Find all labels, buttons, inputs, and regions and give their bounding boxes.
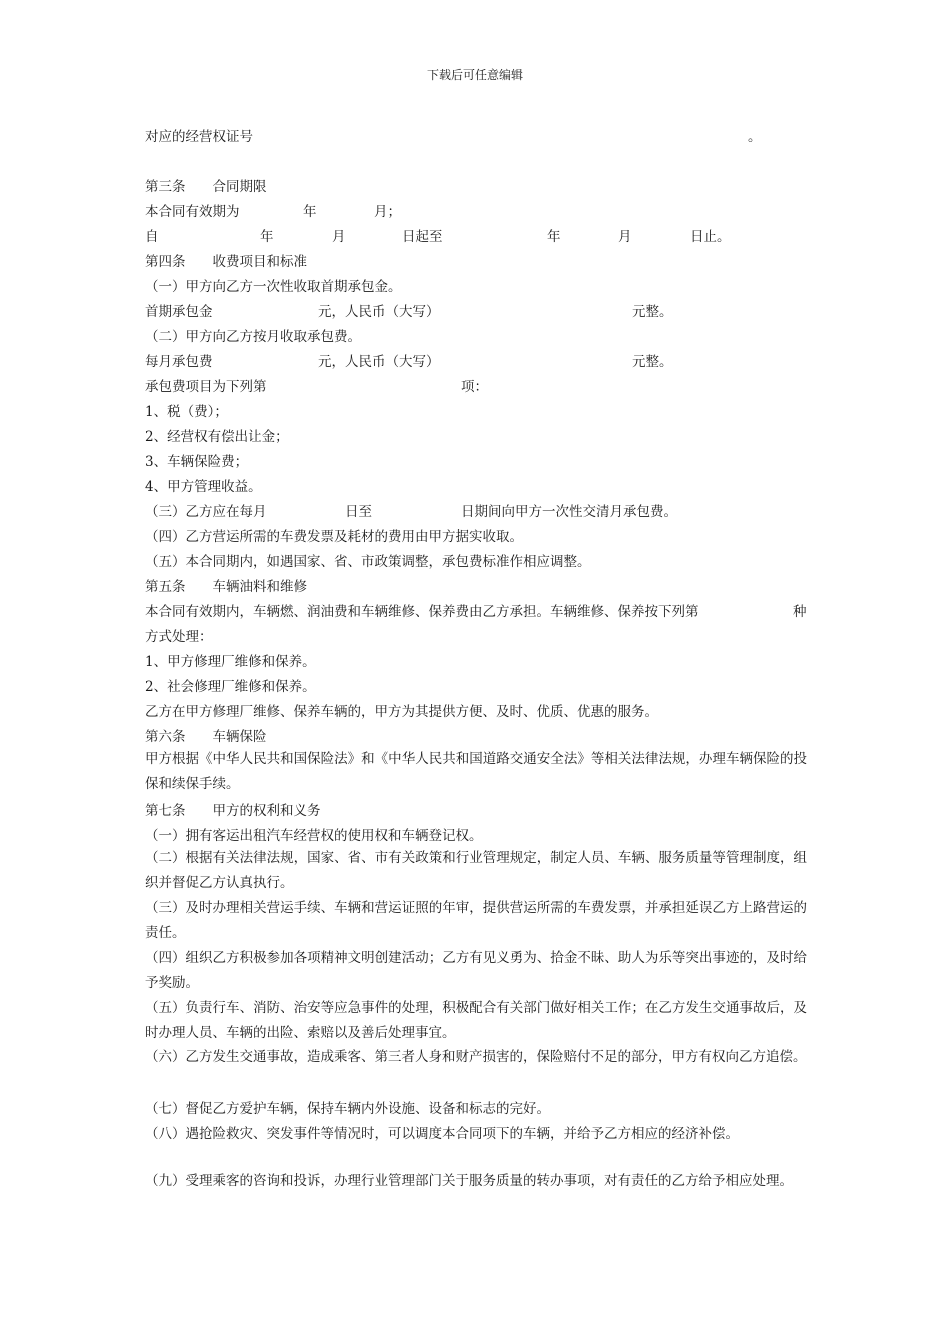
- term-label: 本合同有效期为: [145, 204, 240, 220]
- first-fee-end: 元整。: [632, 304, 673, 320]
- fee-item-3-c: 日期间向甲方一次性交清月承包费。: [461, 504, 677, 520]
- fee-items-suffix: 项：: [461, 379, 488, 395]
- to-day-end: 日止。: [690, 229, 731, 245]
- from-label: 自: [145, 229, 159, 245]
- repair-option-1: 1、甲方修理厂维修和保养。: [145, 654, 316, 670]
- article-6-heading: 第六条 车辆保险: [145, 729, 267, 745]
- fee-list-item-1: 1、税（费）；: [145, 404, 228, 420]
- article-5-text-2: 方式处理：: [145, 629, 213, 645]
- term-month: 月；: [374, 204, 401, 220]
- term-year: 年: [303, 204, 317, 220]
- fee-item-3-a: （三）乙方应在每月: [145, 504, 267, 520]
- fee-item-1: （一）甲方向乙方一次性收取首期承包金。: [145, 279, 402, 295]
- to-year: 年: [547, 229, 561, 245]
- article-7-heading: 第七条 甲方的权利和义务: [145, 803, 321, 819]
- page-header: 下载后可任意编辑: [426, 68, 523, 82]
- monthly-fee-end: 元整。: [632, 354, 673, 370]
- article-5-text: 本合同有效期内，车辆燃、润油费和车辆维修、保养费由乙方承担。车辆维修、保养按下列第: [145, 604, 699, 620]
- article-7-item-8: （八）遇抢险救灾、突发事件等情况时，可以调度本合同项下的车辆，并给予乙方相应的经济补偿。: [145, 1126, 739, 1142]
- fee-item-2: （二）甲方向乙方按月收取承包费。: [145, 329, 361, 345]
- monthly-fee-label: 每月承包费: [145, 354, 213, 370]
- article-7-item-2: （二）根据有关法律法规，国家、省、市有关政策和行业管理规定，制定人员、车辆、服务质量等管理制度，组织并督促乙方认真执行。: [145, 850, 807, 891]
- article-3-heading: 第三条 合同期限: [145, 179, 267, 195]
- license-number-line: 对应的经营权证号: [145, 129, 253, 145]
- first-fee-rmb: 元，人民币（大写）: [318, 304, 440, 320]
- article-6-text: 甲方根据《中华人民共和国保险法》和《中华人民共和国道路交通安全法》等相关法律法规，办理车辆保险的投保和续保手续。: [145, 751, 807, 792]
- fee-list-item-4: 4、甲方管理收益。: [145, 479, 262, 495]
- fee-list-item-2: 2、经营权有偿出让金；: [145, 429, 289, 445]
- first-fee-label: 首期承包金: [145, 304, 213, 320]
- article-7-item-4: （四）组织乙方积极参加各项精神文明创建活动；乙方有见义勇为、拾金不昧、助人为乐等突出事迹的，及时给予奖励。: [145, 950, 807, 991]
- fee-item-3-b: 日至: [345, 504, 372, 520]
- article-7-item-9: （九）受理乘客的咨询和投诉，办理行业管理部门关于服务质量的转办事项，对有责任的乙方给予相应处理。: [145, 1173, 793, 1189]
- to-month: 月: [618, 229, 632, 245]
- article-5-heading: 第五条 车辆油料和维修: [145, 579, 307, 595]
- from-year: 年: [260, 229, 274, 245]
- article-7-item-1: （一）拥有客运出租汽车经营权的使用权和车辆登记权。: [145, 828, 483, 844]
- license-period: 。: [748, 129, 762, 145]
- article-4-heading: 第四条 收费项目和标准: [145, 254, 307, 270]
- fee-item-4: （四）乙方营运所需的车费发票及耗材的费用由甲方据实收取。: [145, 529, 523, 545]
- monthly-fee-rmb: 元，人民币（大写）: [318, 354, 440, 370]
- article-7-item-6: （六）乙方发生交通事故，造成乘客、第三者人身和财产损害的，保险赔付不足的部分，甲方有权向乙方追偿。: [145, 1049, 807, 1065]
- fee-items-label: 承包费项目为下列第: [145, 379, 267, 395]
- repair-note: 乙方在甲方修理厂维修、保养车辆的，甲方为其提供方便、及时、优质、优惠的服务。: [145, 704, 658, 720]
- from-month: 月: [332, 229, 346, 245]
- article-5-zhong: 种: [793, 604, 807, 620]
- article-7-item-7: （七）督促乙方爱护车辆，保持车辆内外设施、设备和标志的完好。: [145, 1101, 550, 1117]
- repair-option-2: 2、社会修理厂维修和保养。: [145, 679, 316, 695]
- article-7-item-3: （三）及时办理相关营运手续、车辆和营运证照的年审，提供营运所需的车费发票，并承担延误乙方上路营运的责任。: [145, 900, 807, 941]
- fee-item-5: （五）本合同期内，如遇国家、省、市政策调整，承包费标准作相应调整。: [145, 554, 591, 570]
- from-day-to: 日起至: [402, 229, 443, 245]
- fee-list-item-3: 3、车辆保险费；: [145, 454, 249, 470]
- article-7-item-5: （五）负责行车、消防、治安等应急事件的处理，积极配合有关部门做好相关工作；在乙方发生交通事故后，及时办理人员、车辆的出险、索赔以及善后处理事宜。: [145, 1000, 807, 1041]
